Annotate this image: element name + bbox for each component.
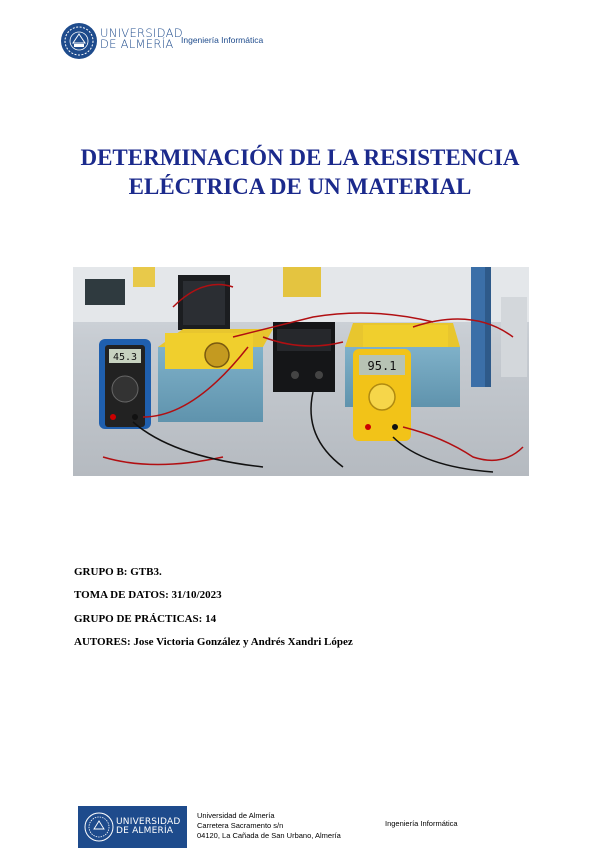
back-device [133, 267, 155, 287]
info-block [74, 566, 353, 660]
footer-logo-line2: DE ALMERÍA [116, 826, 174, 836]
university-name-line2: DE ALMERÍA [100, 37, 174, 51]
header [60, 22, 360, 62]
title-line2: ELÉCTRICA DE UN MATERIAL [128, 174, 472, 199]
multimeter-right [353, 349, 411, 441]
back-multimeter-left [85, 279, 125, 305]
meter-right-reading: 95.1 [367, 359, 397, 373]
title-line1: DETERMINACIÓN DE LA RESISTENCIA [80, 145, 520, 170]
university-name [100, 28, 183, 50]
address-line3: 04120, La Cañada de San Urbano, Almería [197, 831, 341, 840]
footer-university-name [116, 818, 181, 836]
university-seal-icon [84, 812, 114, 842]
footer-address [197, 811, 341, 841]
multimeter-left [99, 339, 151, 429]
data-date-line: TOMA DE DATOS: 31/10/2023 [74, 589, 222, 602]
footer-department: Ingeniería Informática [385, 819, 458, 828]
coil-component [205, 343, 229, 367]
power-supply [273, 322, 335, 392]
address-line2: Carretera Sacramento s/n [197, 821, 284, 830]
group-line: GRUPO B: GTB3. [74, 566, 162, 578]
footer-logo [78, 806, 187, 848]
university-seal-icon [60, 22, 98, 60]
back-multimeter [283, 267, 321, 297]
meter-left-reading: 45.3 [112, 352, 138, 363]
department-label: Ingeniería Informática [181, 35, 264, 45]
address-line1: Universidad de Almería [197, 811, 275, 820]
document-title [0, 143, 600, 201]
university-name-line1: UNIVERSIDAD [100, 26, 183, 40]
lab-setup-photo [73, 267, 529, 476]
footer-logo-line1: UNIVERSIDAD [116, 817, 181, 827]
practice-group-line: GRUPO DE PRÁCTICAS: 14 [74, 612, 217, 625]
authors-line: AUTORES: Jose Victoria González y Andrés Xandri López [74, 636, 353, 649]
